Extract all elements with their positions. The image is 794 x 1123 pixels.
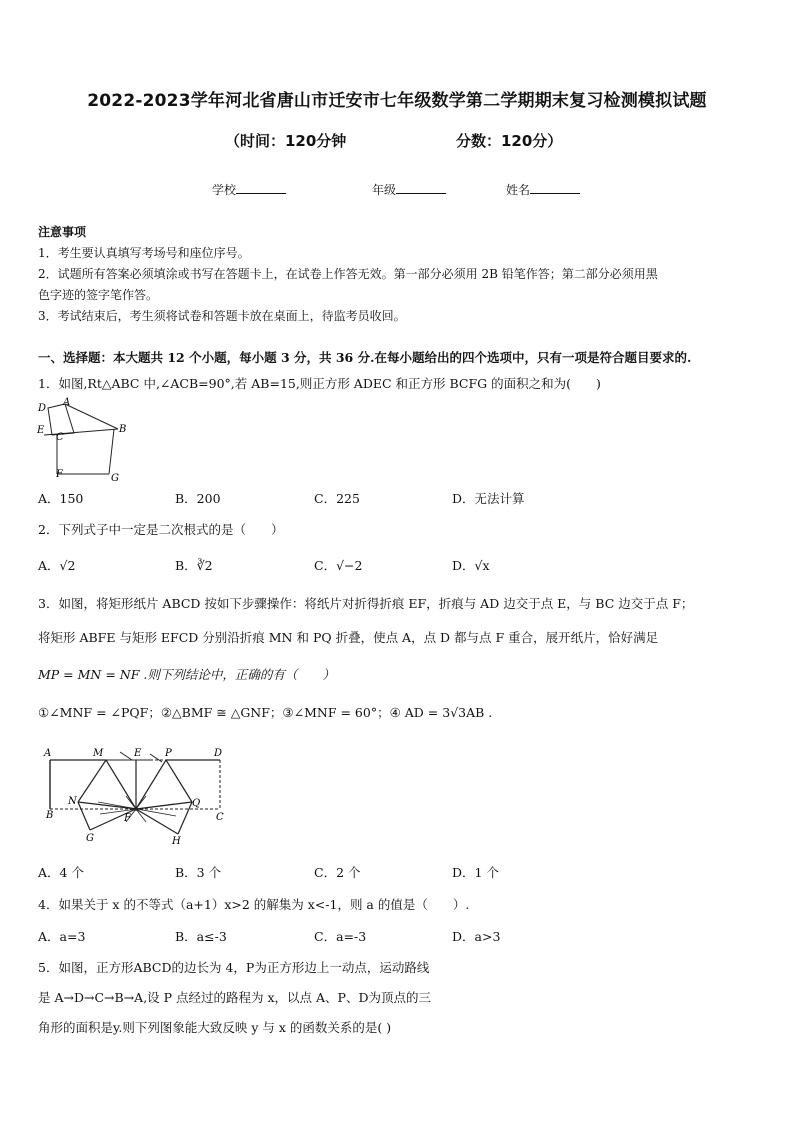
question-2-stem: 2．下列式子中一定是二次根式的是（ ） [38, 522, 284, 537]
q1-label: F [56, 469, 63, 480]
section-heading: 一、选择题：本大题共 12 个小题，每小题 3 分，共 36 分.在每小题给出的四个选项中，只有一项是符合题目要求的. [38, 350, 692, 365]
exam-score: 分数：120分） [456, 132, 563, 150]
q1-label: D [38, 403, 47, 414]
notice-item: 1．考生要认真填写考场号和座位序号。 [38, 246, 250, 260]
q4-option-a[interactable]: A．a=3 [38, 929, 86, 944]
q4-option-d[interactable]: D．a>3 [452, 929, 501, 944]
q3-option-c[interactable]: C．2 个 [314, 865, 361, 880]
q3-option-b[interactable]: B．3 个 [175, 865, 222, 880]
q3-label: B [46, 810, 54, 821]
q3-option-d[interactable]: D．1 个 [452, 865, 499, 880]
school-field [212, 181, 286, 198]
school-blank[interactable] [236, 182, 286, 194]
question-5-line: 角形的面积是y.则下列图象能大致反映 y 与 x 的函数关系的是( ) [38, 1020, 392, 1035]
notice-heading: 注意事项 [38, 225, 87, 239]
notice-item: 色字迹的签字笔作答。 [38, 288, 159, 302]
q3-label: D [214, 748, 223, 759]
q1-label: C [56, 432, 64, 443]
q3-label: F [124, 813, 131, 824]
grade-field [372, 181, 446, 198]
q3-label: A [44, 748, 52, 759]
q1-figure [34, 396, 134, 484]
question-4-stem: 4．如果关于 x 的不等式（a+1）x>2 的解集为 x<-1，则 a 的值是（ ）. [38, 897, 470, 912]
q1-label: G [111, 473, 119, 484]
grade-blank[interactable] [396, 182, 446, 194]
q1-option-a[interactable]: A．150 [38, 491, 84, 506]
question-1-stem: 1．如图,Rt△ABC 中,∠ACB=90°,若 AB=15,则正方形 ADEC 和正方形 BCFG 的面积之和为( ) [38, 376, 601, 391]
name-label: 姓名 [506, 183, 531, 197]
q3-label: N [68, 796, 77, 807]
q3-label: M [93, 748, 104, 759]
q1-label: E [37, 425, 45, 436]
exam-time: （时间：120分钟 [225, 132, 347, 150]
notice-item: 2．试题所有答案必须填涂或书写在答题卡上，在试卷上作答无效。第一部分必须用 2B 铅笔作答；第二部分必须用黑 [38, 267, 658, 281]
q3-label: Q [192, 798, 201, 809]
q3-figure [38, 744, 238, 850]
q3-label: E [134, 748, 142, 759]
q3-label: G [86, 833, 94, 844]
name-field [506, 181, 580, 198]
q3-option-a[interactable]: A．4 个 [38, 865, 84, 880]
school-label: 学校 [212, 183, 237, 197]
q4-option-b[interactable]: B．a≤-3 [175, 929, 227, 944]
q3-label: C [216, 812, 224, 823]
q1-option-d[interactable]: D．无法计算 [452, 491, 525, 506]
exam-title: 2022-2023学年河北省唐山市迁安市七年级数学第二学期期末复习检测模拟试题 [87, 91, 707, 111]
q1-option-b[interactable]: B．200 [175, 491, 221, 506]
q1-label: A [63, 397, 71, 408]
name-blank[interactable] [530, 182, 580, 194]
question-3-line: 3．如图，将矩形纸片 ABCD 按如下步骤操作：将纸片对折得折痕 EF，折痕与 AD 边交于点 E，与 BC 边交于点 F； [38, 596, 694, 611]
q2-option-c[interactable]: C．√−2 [314, 558, 363, 573]
question-3-line: MP = MN = NF .则下列结论中，正确的有（ ） [38, 667, 335, 682]
q2-option-b[interactable]: B．∛2 [175, 558, 213, 573]
question-5-line: 5．如图，正方形ABCD的边长为 4，P为正方形边上一动点，运动路线 [38, 960, 430, 975]
q3-label: P [165, 748, 172, 759]
question-3-line: 将矩形 ABFE 与矩形 EFCD 分别沿折痕 MN 和 PQ 折叠，使点 A，点 D 都与点 F 重合，展开纸片，恰好满足 [38, 630, 659, 645]
q4-option-c[interactable]: C．a=-3 [314, 929, 367, 944]
q1-option-c[interactable]: C．225 [314, 491, 360, 506]
q2-option-a[interactable]: A．√2 [38, 558, 76, 573]
q3-label: H [172, 836, 181, 847]
q2-option-d[interactable]: D．√x [452, 558, 490, 573]
notice-item: 3．考试结束后，考生须将试卷和答题卡放在桌面上，待监考员收回。 [38, 309, 406, 323]
q1-label: B [119, 424, 127, 435]
question-3-statements: ①∠MNF = ∠PQF；②△BMF ≅ △GNF；③∠MNF = 60°；④ AD = 3√3AB . [38, 705, 493, 720]
grade-label: 年级 [372, 183, 397, 197]
question-5-line: 是 A→D→C→B→A,设 P 点经过的路程为 x，以点 A、P、D为顶点的三 [38, 990, 431, 1005]
